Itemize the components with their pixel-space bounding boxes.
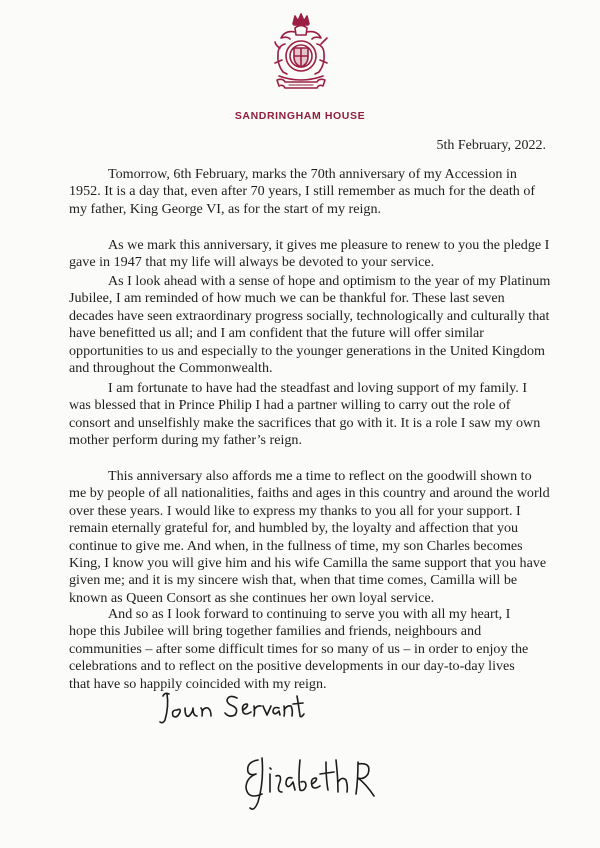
letter-paragraph: I am fortunate to have had the steadfast and loving support of my family. I was blessed that in Prince Philip I had a partner willing to carry out the role of consort and unselfishly make the sacrifices that go with it. It is a role I saw my own mother perform during my father’s reign. (69, 380, 541, 449)
letter-paragraph: As we mark this anniversary, it gives me pleasure to renew to you the pledge I gave in 1947 that my life will always be devoted to your service. (69, 237, 550, 271)
handwritten-closing (155, 688, 315, 728)
letter-paragraph: And so as I look forward to continuing to serve you with all my heart, I hope this Jubilee will bring together families and friends, neighbours and communities – after some difficult times for so many of us – in order to enjoy the celebrations and to reflect on the positive developments in our day-to-day lives that have so happily coincided with my reign. (69, 606, 529, 692)
letter-paragraph: As I look ahead with a sense of hope and optimism to the year of my Platinum Jubilee, I am reminded of how much we can be thankful for. These last seven decades have seen extraordinary progress socially, technologically and culturally that have benefitted us all; and I am confident that the future will offer similar opportunities to us and especially to the younger generations in the United Kingdom and throughout the Commonwealth. (69, 273, 551, 377)
letter-paragraph: Tomorrow, 6th February, marks the 70th anniversary of my Accession in 1952. It is a day that, even after 70 years, I still remember as much for the death of my father, King George VI, as for the start of my reign. (69, 166, 536, 217)
royal-coat-of-arms-icon (263, 8, 339, 94)
letter-paragraph: This anniversary also affords me a time to reflect on the goodwill shown to me by people of all nationalities, faiths and ages in this country and around the world over these years. I would like to express my thanks to you all for your support. I remain eternally grateful for, and humbled by, the loyalty and affection that you continue to give me. And when, in the fullness of time, my son Charles becomes King, I know you will give him and his wife Camilla the same support that you have given me; and it is my sincere wish that, when that time comes, Camilla will be known as Queen Consort as she continues her own loyal service. (69, 468, 550, 606)
letter-date: 5th February, 2022. (436, 138, 546, 153)
letterhead-address: SANDRINGHAM HOUSE (234, 110, 366, 122)
handwritten-signature (240, 752, 380, 816)
